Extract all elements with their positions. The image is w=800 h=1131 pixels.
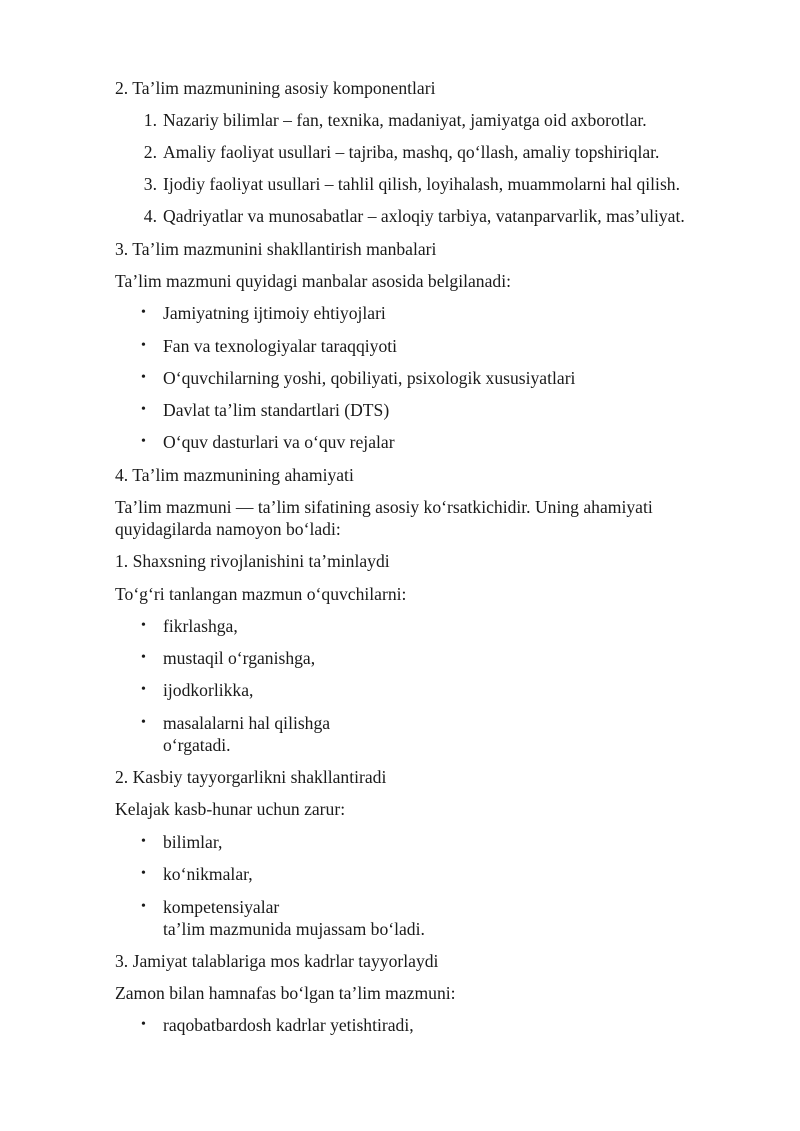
subsection-heading: 3. Jamiyat talablariga mos kadrlar tayyorlaydi [115,951,439,971]
paragraph: Ta’lim mazmuni quyidagi manbalar asosida belgilanadi: [115,271,511,291]
list-item-text: Fan va texnologiyalar taraqqiyoti [163,336,398,356]
list-item-text: O‘quvchilarning yoshi, qobiliyati, psixologik xususiyatlari [163,368,576,388]
list-number: 1. [143,110,157,130]
list-number: 4. [143,206,157,226]
list-item-text: mustaqil o‘rganishga, [163,648,316,668]
subsection-heading: 2. Kasbiy tayyorgarlikni shakllantiradi [115,767,387,787]
list-item-text: raqobatbardosh kadrlar yetishtiradi, [163,1015,414,1035]
list-number: 2. [143,142,157,162]
list-item-text: Jamiyatning ijtimoiy ehtiyojlari [163,303,386,323]
subsection-heading: 1. Shaxsning rivojlanishini ta’minlaydi [115,551,390,571]
list-item-line: kompetensiyalar [163,897,280,917]
paragraph: To‘g‘ri tanlangan mazmun o‘quvchilarni: [115,584,407,604]
bullet-icon: • [141,402,146,417]
bullet-icon: • [141,866,146,881]
list-item-text: O‘quv dasturlari va o‘quv rejalar [163,432,395,452]
list-item-text: Nazariy bilimlar – fan, texnika, madaniyat, jamiyatga oid axborotlar. [163,110,647,130]
bullet-icon: • [141,370,146,385]
list-number: 3. [143,174,157,194]
list-item-text [163,712,330,756]
list-item-text: ko‘nikmalar, [163,864,253,884]
section-heading: 2. Ta’lim mazmunining asosiy komponentlari [115,78,436,98]
list-item-text [163,896,425,940]
list-item-text: Ijodiy faoliyat usullari – tahlil qilish, loyihalash, muammolarni hal qilish. [163,174,680,194]
paragraph: Zamon bilan hamnafas bo‘lgan ta’lim mazmuni: [115,983,456,1003]
list-item-text: bilimlar, [163,832,223,852]
list-item-text: Davlat ta’lim standartlari (DTS) [163,400,390,420]
list-item-tail: ta’lim mazmunida mujassam bo‘ladi. [163,919,425,939]
list-item-tail: o‘rgatadi. [163,735,231,755]
bullet-icon: • [141,338,146,353]
list-item-text: Amaliy faoliyat usullari – tajriba, mashq, qo‘llash, amaliy topshiriqlar. [163,142,660,162]
bullet-icon: • [141,682,146,697]
bullet-icon: • [141,715,146,730]
paragraph: Kelajak kasb-hunar uchun zarur: [115,799,346,819]
list-item-text: ijodkorlikka, [163,680,254,700]
bullet-icon: • [141,618,146,633]
paragraph: Ta’lim mazmuni — ta’lim sifatining asosiy ko‘rsatkichidir. Uning ahamiyati quyidagilarda namoyon bo‘ladi: [115,497,653,539]
bullet-icon: • [141,434,146,449]
bullet-icon: • [141,834,146,849]
bullet-icon: • [141,305,146,320]
list-item-text: fikrlashga, [163,616,238,636]
bullet-icon: • [141,1017,146,1032]
bullet-icon: • [141,650,146,665]
section-heading: 3. Ta’lim mazmunini shakllantirish manbalari [115,239,437,259]
bullet-icon: • [141,899,146,914]
list-item-line: masalalarni hal qilishga [163,713,331,733]
section-heading: 4. Ta’lim mazmunining ahamiyati [115,465,354,485]
list-item-text: Qadriyatlar va munosabatlar – axloqiy tarbiya, vatanparvarlik, mas’uliyat. [163,206,685,226]
